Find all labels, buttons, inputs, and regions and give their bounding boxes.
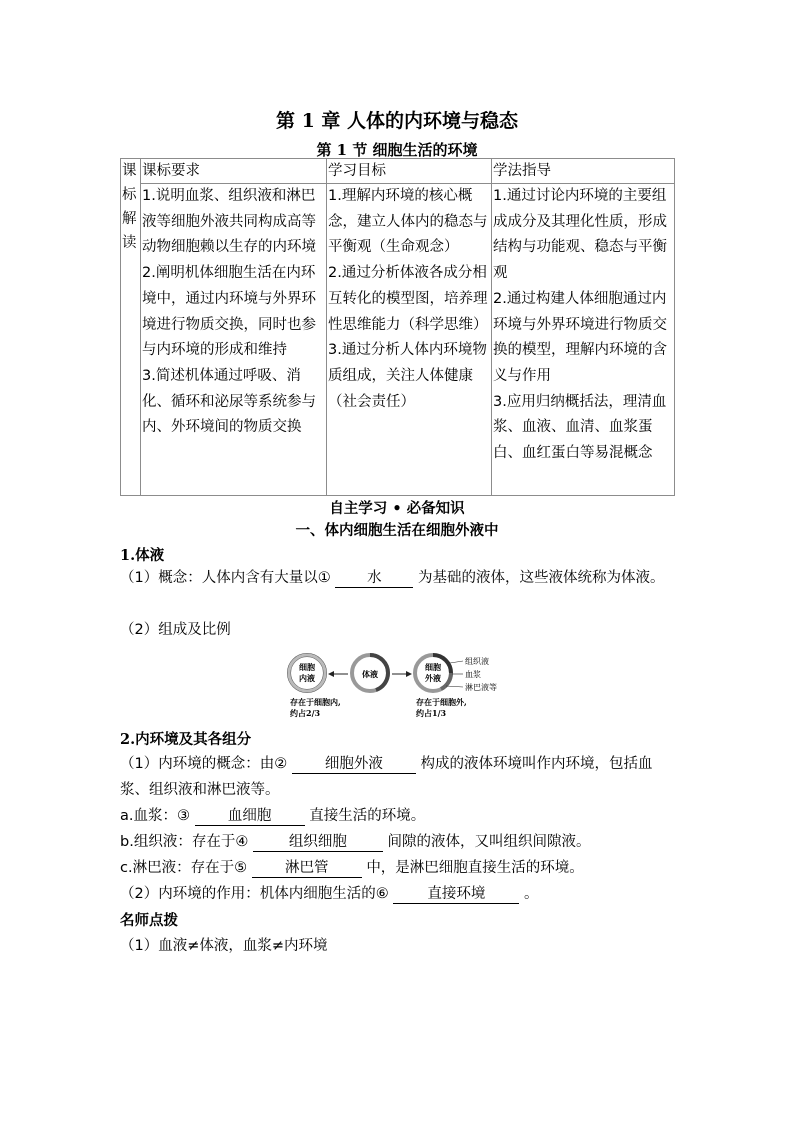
left-circle-label: 内液	[299, 673, 315, 683]
interstitial-pre: b.组织液：存在于④	[120, 834, 249, 850]
requirement-item: 3.简述机体通过呼吸、消化、循环和泌尿等系统参与内、外环境间的物质交换	[142, 367, 316, 436]
left-note: 约占2/3	[290, 708, 321, 718]
lymph-post: 中，是淋巴细胞直接生活的环境。	[366, 860, 584, 876]
blank-6: 直接环境	[393, 885, 519, 904]
requirement-item: 2.阐明机体细胞生活在内环境中，通过内环境与外界环境进行物质交换，同时也参与内环境的形成和维持	[142, 265, 316, 359]
col-header-methods: 学法指导	[492, 159, 675, 184]
s1-concept-a: （1）概念：人体内含有大量以①	[120, 570, 331, 586]
s1-concept	[120, 565, 680, 591]
s2-concept-a: （1）内环境的概念：由②	[120, 756, 288, 772]
s2-concept	[120, 751, 680, 803]
right-note: 约占1/3	[416, 708, 447, 718]
s2-plasma-line	[120, 803, 680, 829]
self-study-title: 自主学习 • 必备知识	[329, 500, 465, 517]
tips-title: 名师点拨	[120, 912, 178, 929]
curriculum-table	[120, 158, 675, 496]
method-item: 3.应用归纳概括法，理清血浆、血液、血清、血浆蛋白、血红蛋白等易混概念	[493, 393, 667, 462]
blank-4: 组织细胞	[253, 833, 383, 852]
left-circle-label: 细胞	[299, 662, 315, 672]
tips-line-1: （1）血液≠体液，血浆≠内环境	[120, 938, 328, 954]
s1-concept-b: 为基础的液体，这些液体统称为体液。	[417, 570, 665, 586]
goal-item: 2.通过分析体液各成分相互转化的模型图，培养理性思维能力（科学思维）	[328, 265, 488, 333]
goal-item: 3.通过分析人体内环境物质组成，关注人体健康（社会责任）	[328, 342, 487, 410]
methods-cell	[492, 184, 675, 496]
s2-concept-b: 构成的液体环境叫作内环境，包括血浆、组织液和淋巴液等。	[120, 756, 653, 798]
right-circle-label: 细胞	[425, 662, 441, 672]
blank-2: 细胞外液	[292, 755, 416, 774]
col-header-goals: 学习目标	[327, 159, 492, 184]
chapter-title: 第 1 章 人体的内环境与稳态	[275, 110, 519, 132]
interstitial-post: 间隙的液体，又叫组织间隙液。	[387, 834, 591, 850]
legend-interstitial: 组织液	[465, 657, 489, 666]
section-title: 第 1 节 细胞生活的环境	[316, 141, 478, 159]
part1-title: 一、体内细胞生活在细胞外液中	[295, 522, 499, 539]
row-header-cell	[121, 159, 141, 496]
row-header-char: 读	[122, 235, 137, 251]
plasma-post: 直接生活的环境。	[309, 808, 426, 824]
lymph-pre: c.淋巴液：存在于⑤	[120, 860, 248, 876]
blank-5: 淋巴管	[252, 859, 362, 878]
goal-item: 1.理解内环境的核心概念，建立人体内的稳态与平衡观（生命观念）	[328, 188, 488, 256]
row-header-char: 标	[122, 187, 137, 203]
left-note: 存在于细胞内,	[290, 697, 341, 707]
col-header-requirements: 课标要求	[141, 159, 327, 184]
requirement-item: 1.说明血浆、组织液和淋巴液等细胞外液共同构成高等动物细胞赖以生存的内环境	[142, 188, 316, 256]
leader-line	[446, 686, 463, 687]
right-note: 存在于细胞外,	[416, 697, 467, 707]
goals-cell	[327, 184, 492, 496]
body-fluid-diagram	[286, 648, 516, 720]
row-header-char: 课	[122, 163, 137, 179]
legend-lymph: 淋巴液等	[465, 683, 497, 692]
middle-circle-label: 体液	[362, 669, 378, 679]
blank-1: 水	[335, 569, 413, 588]
role-pre: （2）内环境的作用：机体内细胞生活的⑥	[120, 886, 389, 902]
s2-title: 2.内环境及其各组分	[120, 731, 252, 748]
right-circle-label: 外液	[425, 673, 441, 683]
legend-plasma: 血浆	[465, 670, 481, 679]
method-item: 1.通过讨论内环境的主要组成成分及其理化性质，形成结构与功能观、稳态与平衡观	[493, 188, 667, 282]
s1-title: 1.体液	[120, 547, 165, 564]
leader-line	[450, 661, 463, 663]
plasma-pre: a.血浆：③	[120, 808, 190, 824]
requirements-cell	[141, 184, 327, 496]
method-item: 2.通过构建人体细胞通过内环境与外界环境进行物质交换的模型，理解内环境的含义与作用	[493, 290, 667, 384]
s1-composition: （2）组成及比例	[120, 622, 231, 638]
row-header-char: 解	[122, 211, 137, 227]
role-post: 。	[523, 886, 539, 902]
blank-3: 血细胞	[195, 807, 305, 826]
s2-interstitial-line	[120, 829, 680, 855]
s2-role-line	[120, 881, 680, 907]
s2-lymph-line	[120, 855, 680, 881]
